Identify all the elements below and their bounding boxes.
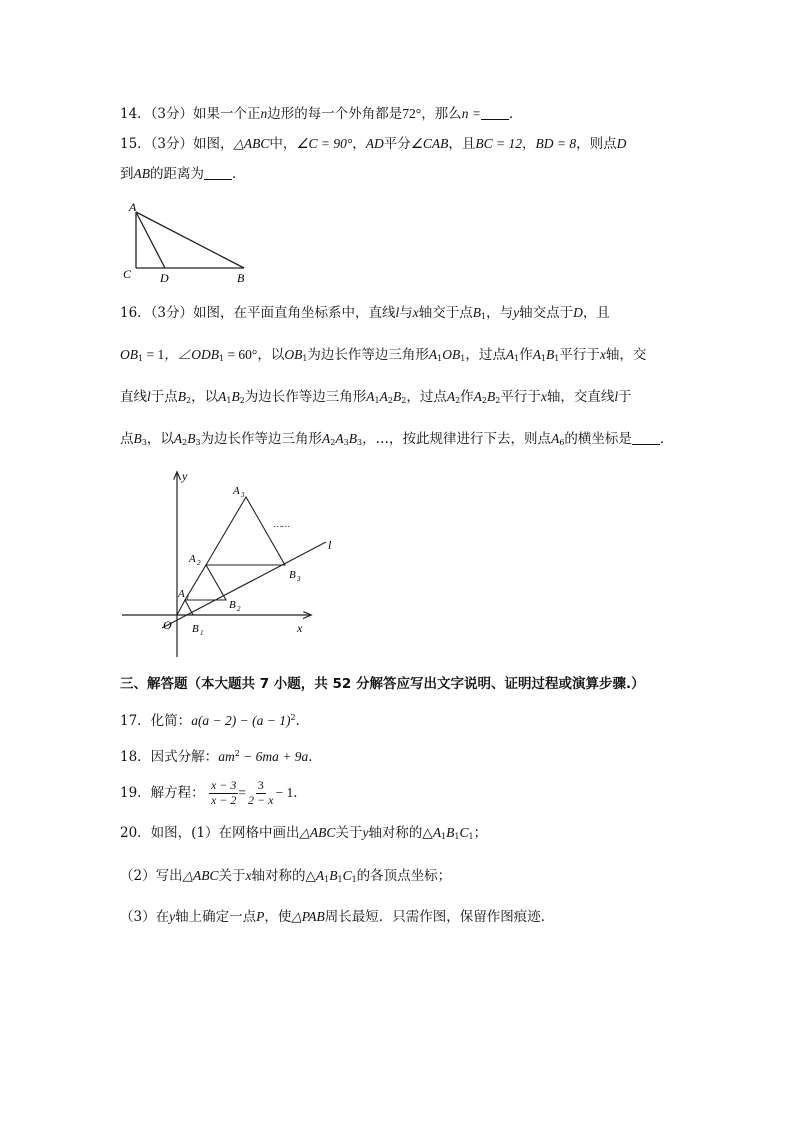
subscript: 1 (351, 875, 357, 884)
q16-a: A (551, 431, 560, 446)
q15-triangle-figure (120, 198, 260, 288)
label-b1-sub: 1 (200, 629, 204, 637)
q16-line-l: l (614, 389, 619, 404)
q15-text: ， (522, 136, 536, 152)
q16-x: x (599, 347, 606, 362)
label-y: y (182, 469, 188, 483)
label-a2: A (189, 553, 196, 565)
q16-a: A (473, 389, 482, 404)
q20-text: 关于 (335, 825, 363, 841)
q18-expression: am (218, 749, 235, 764)
subscript: 3 (141, 438, 147, 447)
q15-text: ，且 (448, 136, 476, 152)
q17-number: 17．化简： (120, 713, 192, 729)
q14-angle: 72° (402, 106, 422, 121)
q16-b: B (546, 347, 555, 362)
q15-angle-cab: ∠CAB (410, 136, 449, 151)
q20-p: P (256, 909, 265, 924)
q16-text: ，以 (146, 431, 174, 447)
q14-end: ． (508, 106, 523, 122)
label-a: A (129, 200, 137, 214)
q16-text: 与 (399, 305, 413, 321)
q16-text: ，过点 (465, 347, 506, 363)
subscript: 1 (460, 354, 466, 363)
q16-y: y (513, 305, 520, 320)
q20-text: 关于 (218, 868, 246, 884)
q15-text: 如图， (193, 136, 234, 152)
q16-text: 轴交点于 (519, 305, 574, 321)
subscript: 1 (454, 832, 460, 841)
q15-ab: AB (133, 166, 150, 181)
q16-a: A (218, 389, 227, 404)
q16-text: 平行于 (559, 347, 600, 363)
question-20-line-2 (120, 869, 451, 884)
segment-ab (136, 212, 244, 268)
q15-text: 的距离为 (150, 166, 204, 182)
q15-text: 中， (269, 136, 297, 152)
q15-text: 到 (120, 166, 134, 182)
q18-expression: − 6ma + 9a (239, 749, 309, 764)
subscript: 1 (324, 875, 330, 884)
subscript: 1 (226, 396, 232, 405)
section-3-header: 三、解答题（本大题共 7 小题，共 52 分解答应写出文字说明、证明过程或演算步骤.） (120, 676, 645, 692)
q16-a: A (379, 389, 388, 404)
q16-text: 为边长作等边三角形 (307, 347, 429, 363)
q20-a: A (315, 868, 325, 883)
q15-end: ． (232, 166, 246, 182)
q18-number: 18．因式分解： (120, 749, 219, 765)
q16-a: A (446, 389, 456, 404)
q18-end: ． (308, 749, 322, 765)
q20-b: B (329, 868, 338, 883)
q16-angle: ，∠ODB (164, 347, 219, 362)
q15-triangle: △ABC (233, 136, 270, 151)
label-a1: A (178, 588, 185, 600)
q17-end: ． (295, 713, 310, 729)
q20-c: C (342, 868, 352, 883)
q16-text: 作 (460, 389, 474, 405)
q16-text: 直线 (120, 389, 147, 405)
q20-end: ； (473, 825, 488, 841)
q19-number: 19．解方程： (120, 784, 205, 801)
superscript: 2 (290, 713, 296, 722)
q16-text: 轴，交 (605, 347, 647, 363)
q16-b: B (348, 431, 357, 446)
subscript: 3 (356, 438, 363, 447)
q16-text: 轴交于点 (418, 305, 473, 321)
q16-text: 作 (519, 347, 533, 363)
q16-text: 轴，交直线 (546, 389, 615, 405)
subscript: 1 (337, 875, 343, 884)
subscript: 2 (481, 396, 488, 405)
subscript: 2 (495, 396, 501, 405)
ellipsis-dots: …… (274, 519, 291, 529)
label-x: x (297, 621, 303, 635)
q16-text: ，以 (191, 389, 219, 405)
q20-x: x (245, 868, 252, 883)
q20-text: 的各顶点坐标； (356, 868, 452, 884)
fraction-left (209, 779, 238, 808)
q15-bd: BD = 8 (535, 136, 577, 151)
question-19 (120, 779, 307, 808)
question-16-line-2 (120, 348, 646, 363)
label-l: l (328, 538, 332, 552)
q16-a: A (532, 347, 541, 362)
q16-value: = 1 (143, 347, 165, 362)
question-15-line-2 (120, 167, 246, 182)
q20-y: y (362, 825, 369, 840)
label-b3: B (289, 569, 296, 581)
denominator: x − 2 (210, 792, 237, 807)
answer-blank[interactable] (204, 167, 232, 180)
q17-expression: a(a − 2) − (a − 1) (191, 713, 291, 728)
subscript: 2 (239, 396, 245, 405)
question-17 (120, 714, 309, 729)
q16-ob: OB (442, 347, 461, 362)
q14-var-n: n (260, 106, 268, 121)
q20-triangle: △PAB (291, 909, 325, 924)
q20-text: （2）写出 (120, 868, 183, 884)
q20-text: 轴上确定一点 (175, 909, 257, 925)
q20-text: 轴对称的△ (251, 868, 316, 884)
q19-end: ． (293, 784, 307, 801)
subscript: 1 (138, 354, 144, 363)
q16-a: A (505, 347, 515, 362)
label-b2: B (229, 599, 236, 611)
q16-ob: OB (284, 347, 303, 362)
numerator: 3 (257, 778, 264, 792)
subscript: 2 (387, 396, 393, 405)
subscript: 1 (437, 354, 443, 363)
q14-equation: n = (461, 106, 481, 121)
triangle-a1a2b2 (185, 565, 226, 600)
question-20-line-1 (120, 826, 487, 841)
q20-triangle: △ABC (182, 868, 219, 883)
q16-text: ，且 (582, 305, 610, 321)
q16-a: A (173, 431, 183, 446)
q16-text: 的横坐标是 (564, 431, 632, 447)
q16-coordinate-figure (120, 467, 340, 662)
q16-text: 于点 (150, 389, 178, 405)
label-d: D (160, 271, 169, 285)
subscript: 1 (554, 354, 560, 363)
subscript: 1 (374, 396, 380, 405)
label-a3-sub: 3 (241, 491, 245, 499)
q16-line-l: l (395, 305, 400, 320)
question-16-line-3 (120, 390, 632, 405)
question-16-line-1 (120, 306, 610, 321)
q16-end: ． (659, 431, 674, 447)
subscript: 2 (186, 396, 192, 405)
q15-bc: BC = 12 (475, 136, 523, 151)
q16-x: x (540, 389, 547, 404)
label-b: B (237, 271, 245, 285)
q16-text: ，与 (486, 305, 514, 321)
numerator: x − 3 (210, 778, 237, 792)
q15-text: ， (352, 136, 366, 152)
q15-text: 平分 (383, 136, 411, 152)
q20-text: 轴对称的△ (368, 825, 433, 841)
q16-text: 点 (120, 431, 134, 447)
q16-text: 于 (618, 389, 632, 405)
q16-a: A (335, 431, 344, 446)
q16-d: D (573, 305, 583, 320)
label-b1: B (192, 623, 199, 635)
subscript: 1 (540, 354, 547, 363)
q16-text: ，以 (257, 347, 285, 363)
label-b2-sub: 2 (237, 605, 241, 613)
label-b3-sub: 3 (297, 575, 301, 583)
q20-triangle: △ABC (299, 825, 336, 840)
q16-a: A (322, 431, 331, 446)
label-c: C (123, 267, 132, 281)
q15-ad: AD (365, 136, 384, 151)
subscript: 1 (218, 354, 225, 363)
q20-text: （3）在 (120, 909, 170, 925)
q16-text: ，过点 (406, 389, 447, 405)
q16-a: A (428, 347, 438, 362)
q16-b: B (231, 389, 240, 404)
question-16-line-4 (120, 432, 673, 447)
superscript: 2 (234, 749, 240, 758)
q20-c: C (459, 825, 469, 840)
q16-text: 平行于 (500, 389, 541, 405)
answer-blank[interactable] (632, 432, 660, 445)
subscript: 1 (514, 354, 520, 363)
q16-text: 如图，在平面直角坐标系中，直线 (193, 305, 396, 321)
q14-text: 如果一个正 (193, 106, 261, 122)
fraction-right (246, 779, 275, 808)
q16-text: ，…，按此规律进行下去，则点 (362, 431, 552, 447)
q19-rest: − 1 (275, 784, 294, 800)
q15-text: ，则点 (576, 136, 617, 152)
subscript: 3 (343, 438, 349, 447)
subscript: 1 (302, 354, 308, 363)
q14-number: 14．（3分） (120, 106, 194, 122)
q14-text: 边形的每一个外角都是 (267, 106, 403, 122)
q16-line-l: l (147, 389, 151, 404)
label-o: O (163, 618, 172, 632)
q16-b: B (187, 431, 196, 446)
q20-text: ，使 (264, 909, 292, 925)
denominator: 2 − x (248, 792, 274, 807)
q20-text: 周长最短．只需作图，保留作图痕迹． (324, 909, 555, 925)
question-14 (120, 107, 522, 122)
segment-ad (136, 212, 165, 268)
q15-angle-c: ∠C = 90° (296, 136, 353, 151)
q15-number: 15．（3分） (120, 136, 194, 152)
q16-ob: OB (120, 347, 138, 362)
subscript: 1 (441, 832, 447, 841)
label-a1-sub: 1 (186, 594, 190, 602)
triangle-a2a3b3 (206, 497, 285, 565)
subscript: 1 (468, 832, 474, 841)
subscript: 2 (401, 396, 407, 405)
q16-value: = 60° (224, 347, 258, 362)
question-15-line-1 (120, 137, 626, 152)
subscript: 2 (330, 438, 336, 447)
q20-b: B (446, 825, 455, 840)
q16-text: 为边长作等边三角形 (200, 431, 323, 447)
label-a2-sub: 2 (197, 559, 201, 567)
q20-text: 20．如图，(1）在网格中画出 (120, 825, 300, 841)
q14-text: ，那么 (421, 106, 462, 122)
subscript: 3 (195, 438, 201, 447)
q20-a: A (432, 825, 442, 840)
q16-number: 16．（3分） (120, 305, 194, 321)
label-a3: A (233, 485, 240, 497)
subscript: 6 (559, 438, 565, 447)
answer-blank[interactable] (481, 107, 509, 120)
subscript: 2 (455, 396, 461, 405)
question-18 (120, 750, 322, 765)
q16-b: B (472, 305, 482, 320)
q15-point-d: D (616, 136, 627, 151)
q16-b: B (487, 389, 496, 404)
q16-b: B (133, 431, 142, 446)
subscript: 1 (481, 312, 487, 321)
subscript: 2 (182, 438, 188, 447)
q16-a: A (366, 389, 375, 404)
q16-b: B (392, 389, 402, 404)
q16-b: B (177, 389, 187, 404)
q20-y: y (169, 909, 176, 924)
equals-sign: = (238, 784, 247, 800)
question-20-line-3 (120, 910, 554, 925)
q16-text: 为边长作等边三角形 (244, 389, 367, 405)
q16-x: x (412, 305, 419, 320)
